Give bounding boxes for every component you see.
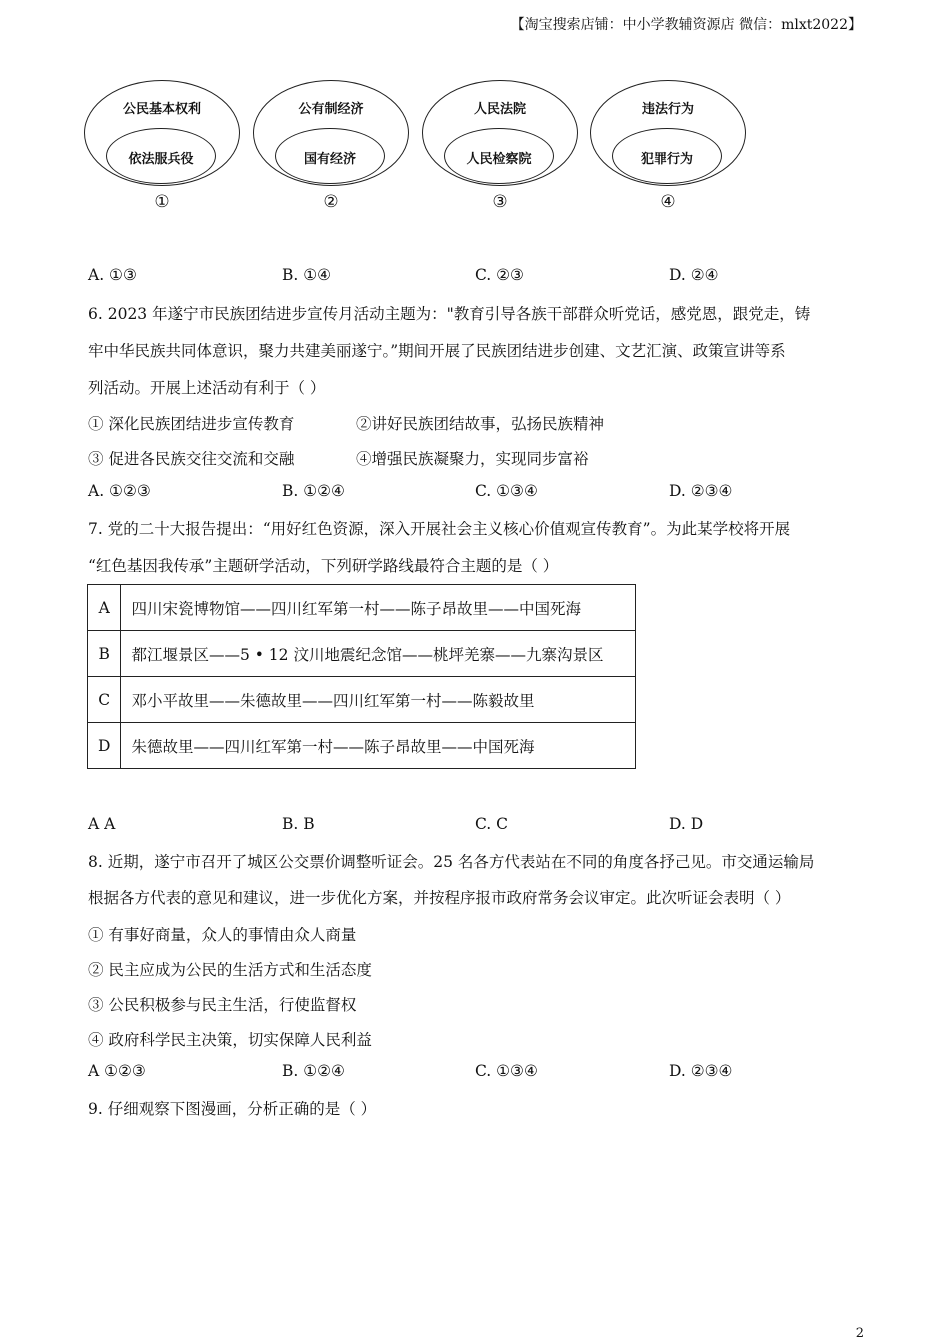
route-text: 邓小平故里——朱德故里——四川红军第一村——陈毅故里 bbox=[121, 677, 636, 723]
route-text: 朱德故里——四川红军第一村——陈子昂故里——中国死海 bbox=[121, 723, 636, 769]
table-row bbox=[88, 723, 636, 769]
outer-label: 违法行为 bbox=[641, 102, 694, 117]
page-header: 【淘宝搜索店铺：中小学教辅资源店 微信：mlxt2022】 bbox=[510, 17, 862, 33]
diagram-number: ③ bbox=[492, 192, 508, 212]
outer-label: 人民法院 bbox=[473, 102, 526, 117]
option-b[interactable]: B. ①④ bbox=[282, 266, 332, 284]
option-c[interactable]: C. ①③④ bbox=[475, 482, 538, 500]
q8-item: ① 有事好商量，众人的事情由众人商量 bbox=[88, 926, 357, 944]
q8-item: ④ 政府科学民主决策，切实保障人民利益 bbox=[88, 1031, 372, 1049]
option-d[interactable]: D. ②③④ bbox=[669, 1062, 733, 1080]
option-d[interactable]: D. ②③④ bbox=[669, 482, 733, 500]
venn-3 bbox=[422, 80, 578, 220]
inner-label: 犯罪行为 bbox=[640, 152, 693, 167]
diagram-number: ① bbox=[154, 192, 170, 212]
option-c[interactable]: C. C bbox=[475, 815, 509, 833]
venn-4 bbox=[590, 80, 746, 220]
option-a[interactable]: A. ①②③ bbox=[88, 482, 151, 500]
q7-stem-line: 7. 党的二十大报告提出：“用好红色资源，深入开展社会主义核心价值观宣传教育”。为此某学校将开展 bbox=[88, 520, 791, 538]
q6-item: ③ 促进各民族交往交流和交融 bbox=[88, 450, 295, 468]
route-text: 都江堰景区——5 • 12 汶川地震纪念馆——桃坪羌寨——九寨沟景区 bbox=[121, 631, 636, 677]
q8-item: ③ 公民积极参与民主生活，行使监督权 bbox=[88, 996, 357, 1014]
q8-stem-line: 8. 近期，遂宁市召开了城区公交票价调整听证会。25 名各方代表站在不同的角度各抒己见。市交通运输局 bbox=[88, 853, 815, 871]
inner-label: 依法服兵役 bbox=[128, 152, 194, 167]
option-d[interactable]: D. ②④ bbox=[669, 266, 719, 284]
diagram-number: ② bbox=[323, 192, 339, 212]
route-key: A bbox=[88, 585, 121, 631]
route-table bbox=[87, 584, 636, 769]
venn-1 bbox=[84, 80, 240, 220]
outer-label: 公民基本权利 bbox=[122, 102, 201, 117]
option-d[interactable]: D. D bbox=[669, 815, 704, 833]
q6-stem-line: 牢中华民族共同体意识，聚力共建美丽遂宁。”期间开展了民族团结进步创建、文艺汇演、政策宣讲等系 bbox=[88, 342, 786, 360]
diagram-number: ④ bbox=[660, 192, 676, 212]
option-c[interactable]: C. ①③④ bbox=[475, 1062, 538, 1080]
q9-stem-line: 9. 仔细观察下图漫画，分析正确的是（ ） bbox=[88, 1100, 377, 1118]
q8-item: ② 民主应成为公民的生活方式和生活态度 bbox=[88, 961, 372, 979]
inner-label: 人民检察院 bbox=[466, 152, 532, 167]
option-a[interactable]: A. ①③ bbox=[88, 266, 137, 284]
inner-label: 国有经济 bbox=[303, 152, 356, 167]
option-b[interactable]: B. ①②④ bbox=[282, 1062, 345, 1080]
route-key: D bbox=[88, 723, 121, 769]
q8-stem-line: 根据各方代表的意见和建议，进一步优化方案，并按程序报市政府常务会议审定。此次听证会表明（ ） bbox=[88, 889, 791, 907]
q6-item: ④增强民族凝聚力，实现同步富裕 bbox=[356, 450, 589, 468]
table-row bbox=[88, 631, 636, 677]
outer-label: 公有制经济 bbox=[298, 102, 364, 117]
option-c[interactable]: C. ②③ bbox=[475, 266, 524, 284]
route-key: B bbox=[88, 631, 121, 677]
route-text: 四川宋瓷博物馆——四川红军第一村——陈子昂故里——中国死海 bbox=[121, 585, 636, 631]
venn-2 bbox=[253, 80, 409, 220]
q6-item: ① 深化民族团结进步宣传教育 bbox=[88, 415, 295, 433]
page-number: 2 bbox=[855, 1326, 864, 1341]
option-a[interactable]: A ①②③ bbox=[88, 1062, 146, 1080]
route-key: C bbox=[88, 677, 121, 723]
q6-item: ②讲好民族团结故事，弘扬民族精神 bbox=[356, 415, 605, 433]
option-b[interactable]: B. B bbox=[282, 815, 315, 833]
q6-stem-line: 列活动。开展上述活动有利于（ ） bbox=[88, 379, 326, 397]
q7-stem-line: “红色基因我传承”主题研学活动，下列研学路线最符合主题的是（ ） bbox=[88, 557, 559, 575]
table-row bbox=[88, 677, 636, 723]
option-b[interactable]: B. ①②④ bbox=[282, 482, 345, 500]
q6-stem-line: 6. 2023 年遂宁市民族团结进步宣传月活动主题为："教育引导各族干部群众听党话，感党恩，跟党走，铸 bbox=[88, 305, 811, 323]
table-row bbox=[88, 585, 636, 631]
option-a[interactable]: A A bbox=[88, 815, 116, 833]
